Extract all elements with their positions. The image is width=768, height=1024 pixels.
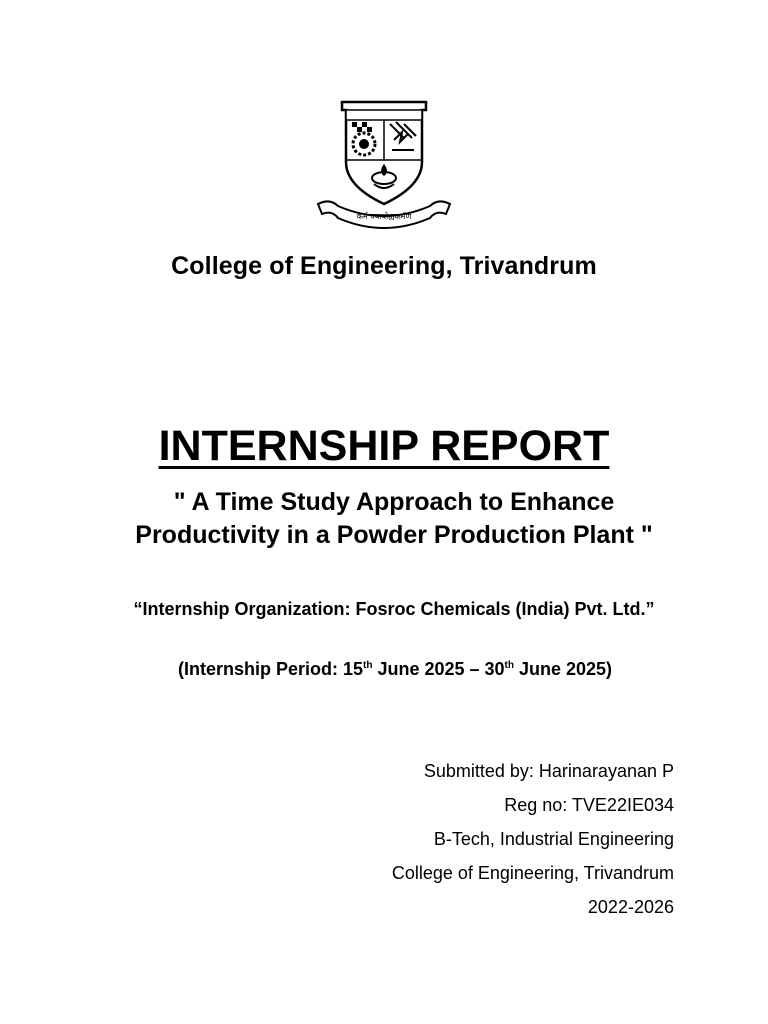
period-end: June 2025)	[513, 659, 613, 679]
svg-text:कर्म ज्यायोह्यकर्मण: कर्म ज्यायोह्यकर्मण	[356, 212, 412, 221]
report-title	[0, 422, 768, 471]
internship-organization: “Internship Organization: Fosroc Chemicals (India) Pvt. Ltd.”	[133, 599, 655, 619]
period-end-suffix: th	[504, 660, 514, 671]
submission-details	[392, 754, 674, 924]
college-heading: College of Engineering, Trivandrum	[171, 252, 597, 280]
academic-years: 2022-2026	[587, 897, 674, 917]
period-start-suffix: th	[362, 660, 373, 671]
project-title: " A Time Study Approach to Enhance Productivity in a Powder Production Plant "	[135, 488, 653, 549]
college-name: College of Engineering, Trivandrum	[391, 863, 674, 883]
college-crest-emblem-icon	[308, 88, 460, 240]
reg-no: Reg no: TVE22IE034	[504, 795, 674, 815]
submitted-by: Submitted by: Harinarayanan P	[423, 761, 674, 781]
internship-period	[0, 656, 768, 682]
program: B-Tech, Industrial Engineering	[433, 829, 674, 849]
report-title-text: INTERNSHIP REPORT	[158, 422, 610, 470]
period-middle: June 2025 – 30	[372, 659, 505, 679]
period-prefix: (Internship Period: 15	[177, 659, 363, 679]
